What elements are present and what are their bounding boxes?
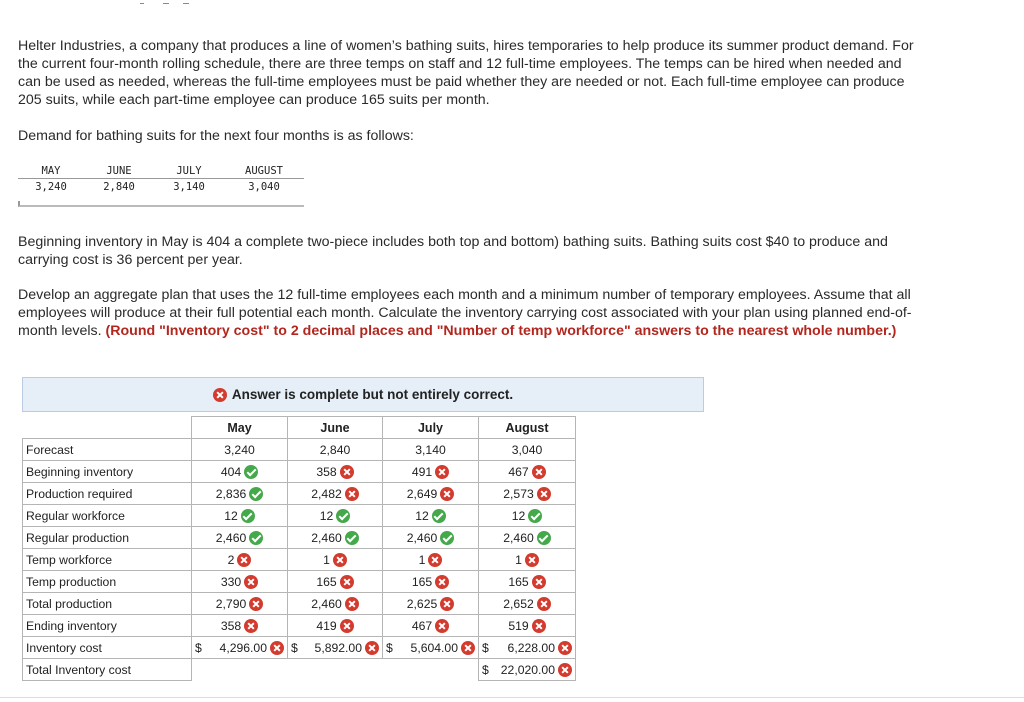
total-inventory-cost-input[interactable]: [479, 663, 575, 677]
answer-value: 330: [220, 574, 242, 589]
correct-check-icon: [244, 465, 258, 479]
correct-check-icon: [528, 509, 542, 523]
incorrect-x-icon: [244, 575, 258, 589]
answer-cell: [288, 461, 383, 483]
correct-check-icon: [241, 509, 255, 523]
row-label: Production required: [23, 483, 192, 505]
top-partial-line: [0, 0, 1024, 10]
incorrect-x-icon: [440, 597, 454, 611]
demand-header-row: [18, 164, 304, 179]
answer-cell: [192, 461, 288, 483]
answer-input[interactable]: [412, 465, 449, 479]
answer-cell: [383, 461, 479, 483]
row-label: Forecast: [23, 439, 192, 461]
answer-value: 165: [316, 574, 337, 589]
inventory-cost-cell: [192, 637, 288, 659]
answer-cell: [192, 593, 288, 615]
demand-header: AUGUST: [224, 165, 304, 177]
answer-input[interactable]: [311, 487, 359, 501]
inventory-cost-amount: [220, 641, 284, 655]
forecast-value: 3,240: [192, 439, 288, 461]
correct-check-icon: [249, 487, 263, 501]
table-row: [23, 505, 576, 527]
inventory-cost-input[interactable]: [192, 641, 287, 655]
answer-input[interactable]: [508, 575, 545, 589]
answer-value: 2,625: [406, 596, 438, 611]
table-row: [23, 637, 576, 659]
answer-input[interactable]: [320, 509, 351, 523]
row-label: Beginning inventory: [23, 461, 192, 483]
answer-value: 2,460: [215, 530, 247, 545]
answer-cell: [383, 505, 479, 527]
answer-value: 12: [511, 508, 526, 523]
answer-value: 467: [411, 618, 433, 633]
answer-input[interactable]: [415, 509, 446, 523]
answer-cell: [383, 593, 479, 615]
answer-table: [22, 416, 576, 681]
answer-value: 519: [508, 618, 529, 633]
row-label: Total Inventory cost: [23, 659, 192, 681]
month-header: August: [479, 417, 576, 439]
incorrect-x-icon: [435, 619, 449, 633]
answer-input[interactable]: [216, 487, 264, 501]
answer-cell: [479, 505, 576, 527]
month-header: June: [288, 417, 383, 439]
answer-input[interactable]: [323, 553, 347, 567]
answer-input[interactable]: [216, 531, 264, 545]
incorrect-x-icon: [532, 465, 546, 479]
answer-input[interactable]: [512, 509, 543, 523]
answer-cell: [479, 593, 576, 615]
month-header: May: [192, 417, 288, 439]
table-row: [23, 615, 576, 637]
answer-input[interactable]: [508, 619, 545, 633]
demand-header: JUNE: [84, 165, 154, 177]
result-banner: [22, 377, 704, 412]
answer-input[interactable]: [224, 509, 255, 523]
correct-check-icon: [440, 531, 454, 545]
incorrect-x-icon: [340, 619, 354, 633]
table-row: [23, 571, 576, 593]
answer-input[interactable]: [503, 531, 551, 545]
inventory-cost-input[interactable]: [479, 641, 575, 655]
inventory-cost-cell: [479, 637, 576, 659]
currency-symbol: $: [482, 640, 489, 655]
incorrect-x-icon: [244, 619, 258, 633]
answer-input[interactable]: [419, 553, 443, 567]
incorrect-x-icon: [537, 597, 551, 611]
answer-cell: [288, 527, 383, 549]
answer-value: 358: [220, 618, 242, 633]
answer-cell: [479, 571, 576, 593]
row-label: Regular workforce: [23, 505, 192, 527]
answer-input[interactable]: [407, 531, 455, 545]
corner-cell: [23, 417, 192, 439]
incorrect-x-icon: [333, 553, 347, 567]
answer-input[interactable]: [316, 619, 353, 633]
month-header: July: [383, 417, 479, 439]
answer-value: 12: [319, 508, 334, 523]
incorrect-x-icon: [345, 487, 359, 501]
answer-value: 165: [411, 574, 433, 589]
answer-cell: [192, 527, 288, 549]
inventory-cost-cell: [383, 637, 479, 659]
answer-value: 2,836: [215, 486, 247, 501]
inventory-cost-amount: [411, 641, 475, 655]
answer-cell: [192, 483, 288, 505]
inventory-cost-cell: [288, 637, 383, 659]
answer-cell: [479, 527, 576, 549]
answer-cell: [192, 615, 288, 637]
empty-span: [192, 659, 479, 681]
forecast-value: 3,140: [383, 439, 479, 461]
correct-check-icon: [336, 509, 350, 523]
incorrect-x-icon: [340, 575, 354, 589]
answer-cell: [383, 527, 479, 549]
answer-value: 1: [323, 552, 330, 567]
answer-value: 4,296.00: [219, 640, 267, 655]
answer-cell: [288, 593, 383, 615]
inventory-info: Beginning inventory in May is 404 a complete two-piece includes both top and bottom) bathing suits. Bathing suits cost $40 to produce and carrying cost is 36 percent per year.: [18, 234, 888, 268]
bottom-divider: [0, 697, 1024, 698]
month-header-row: [23, 417, 576, 439]
task-text: Develop an aggregate plan that uses the 12 full-time employees each month and a minimum number of temporary employees. Assume that all employees will produce at their full potential each month. Calculate the inventory carrying cost associated with your plan using planned end-of-month levels.: [18, 287, 912, 339]
incorrect-x-icon: [428, 553, 442, 567]
answer-value: 22,020.00: [500, 662, 555, 677]
answer-value: 419: [316, 618, 337, 633]
rounding-note: (Round "Inventory cost" to 2 decimal places and "Number of temp workforce" answers to the nearest whole number.): [105, 323, 897, 339]
inventory-cost-amount: [508, 641, 572, 655]
table-row: [23, 461, 576, 483]
answer-input[interactable]: [407, 597, 455, 611]
answer-input[interactable]: [503, 487, 551, 501]
table-row: [23, 549, 576, 571]
answer-input[interactable]: [221, 575, 258, 589]
answer-value: 2,460: [311, 596, 342, 611]
forecast-value: 2,840: [288, 439, 383, 461]
incorrect-x-icon: [435, 465, 449, 479]
table-row: [23, 483, 576, 505]
answer-cell: [479, 615, 576, 637]
incorrect-x-icon: [345, 597, 359, 611]
answer-value: 2,482: [311, 486, 342, 501]
answer-value: 2,460: [406, 530, 438, 545]
incorrect-x-icon: [365, 641, 379, 655]
total-inventory-cost-cell: [479, 659, 576, 681]
answer-cell: [479, 483, 576, 505]
answer-cell: [288, 615, 383, 637]
demand-header: JULY: [154, 165, 224, 177]
table-row: [23, 659, 576, 681]
answer-cell: [383, 615, 479, 637]
incorrect-x-icon: [435, 575, 449, 589]
table-row: [23, 527, 576, 549]
incorrect-x-icon: [249, 597, 263, 611]
table-row: [23, 593, 576, 615]
answer-cell: [288, 505, 383, 527]
incorrect-x-icon: [237, 553, 251, 567]
correct-check-icon: [249, 531, 263, 545]
answer-input[interactable]: [316, 575, 353, 589]
answer-value: 1: [515, 552, 522, 567]
correct-check-icon: [537, 531, 551, 545]
incorrect-x-icon: [340, 465, 354, 479]
answer-value: 12: [415, 508, 429, 523]
inventory-cost-input[interactable]: [288, 641, 382, 655]
row-label: Temp workforce: [23, 549, 192, 571]
incorrect-x-icon: [525, 553, 539, 567]
answer-value: 165: [508, 574, 529, 589]
answer-cell: [383, 571, 479, 593]
answer-value: 5,604.00: [410, 640, 458, 655]
row-label: Total production: [23, 593, 192, 615]
demand-value: 3,240: [35, 180, 67, 193]
answer-cell: [383, 483, 479, 505]
row-label: Temp production: [23, 571, 192, 593]
answer-value: 12: [224, 508, 238, 523]
correct-check-icon: [345, 531, 359, 545]
answer-input[interactable]: [508, 465, 545, 479]
incorrect-x-icon: [440, 487, 454, 501]
answer-value: 2,573: [503, 486, 534, 501]
demand-header: MAY: [18, 165, 84, 177]
incorrect-x-icon: [461, 641, 475, 655]
incorrect-x-icon: [532, 575, 546, 589]
forecast-value: 3,040: [479, 439, 576, 461]
answer-input[interactable]: [515, 553, 539, 567]
currency-symbol: $: [482, 662, 489, 677]
answer-value: 358: [316, 464, 337, 479]
answer-value: 467: [508, 464, 529, 479]
incorrect-x-icon: [532, 619, 546, 633]
answer-value: 6,228.00: [507, 640, 555, 655]
answer-value: 2: [227, 552, 235, 567]
answer-cell: [479, 549, 576, 571]
answer-input[interactable]: [221, 619, 258, 633]
demand-table: [18, 164, 304, 194]
answer-value: 404: [220, 464, 242, 479]
answer-input[interactable]: [221, 465, 258, 479]
demand-intro: Demand for bathing suits for the next four months is as follows:: [18, 128, 414, 144]
answer-value: 2,652: [503, 596, 534, 611]
answer-input[interactable]: [311, 597, 359, 611]
incorrect-x-icon: [537, 487, 551, 501]
demand-value: 2,840: [103, 180, 135, 193]
answer-value: 5,892.00: [314, 640, 362, 655]
incorrect-x-icon: [558, 663, 572, 677]
correct-check-icon: [432, 509, 446, 523]
task-instructions: [18, 286, 918, 340]
answer-value: 2,790: [215, 596, 247, 611]
demand-value-row: [18, 179, 304, 194]
problem-intro: Helter Industries, a company that produces a line of women’s bathing suits, hires temporaries to help produce its summer product demand. For the current four-month rolling schedule, there are three temps on staff and 12 full-time employees. The temps can be hired when needed and can be used as needed, whereas the full-time employees must be paid whether they are needed or not. Each full-time employee can produce 205 suits, while each part-time employee can produce 165 suits per month.: [18, 38, 914, 108]
answer-cell: [288, 483, 383, 505]
demand-value: 3,040: [248, 180, 280, 193]
answer-cell: [383, 549, 479, 571]
incorrect-icon: [213, 388, 227, 402]
result-banner-text: Answer is complete but not entirely correct.: [231, 387, 514, 402]
answer-cell: [192, 549, 288, 571]
demand-table-scrollbar[interactable]: [18, 201, 304, 207]
answer-value: 1: [418, 552, 426, 567]
answer-value: 2,460: [311, 530, 342, 545]
answer-cell: [288, 571, 383, 593]
total-inventory-cost-amount: [501, 663, 572, 677]
answer-input[interactable]: [412, 619, 449, 633]
currency-symbol: $: [195, 640, 202, 655]
answer-input[interactable]: [407, 487, 455, 501]
currency-symbol: $: [386, 640, 393, 655]
row-label: Regular production: [23, 527, 192, 549]
demand-value: 3,140: [173, 180, 205, 193]
incorrect-x-icon: [558, 641, 572, 655]
answer-value: 2,460: [503, 530, 534, 545]
answer-cell: [192, 571, 288, 593]
answer-input[interactable]: [311, 531, 359, 545]
answer-value: 491: [411, 464, 433, 479]
answer-cell: [479, 461, 576, 483]
inventory-cost-amount: [315, 641, 379, 655]
answer-input[interactable]: [216, 597, 264, 611]
answer-input[interactable]: [503, 597, 551, 611]
answer-input[interactable]: [228, 553, 252, 567]
inventory-cost-input[interactable]: [383, 641, 478, 655]
currency-symbol: $: [291, 640, 298, 655]
row-label: Ending inventory: [23, 615, 192, 637]
incorrect-x-icon: [270, 641, 284, 655]
answer-input[interactable]: [412, 575, 449, 589]
table-row: [23, 439, 576, 461]
row-label: Inventory cost: [23, 637, 192, 659]
answer-value: 2,649: [406, 486, 438, 501]
answer-cell: [288, 549, 383, 571]
answer-input[interactable]: [316, 465, 353, 479]
answer-cell: [192, 505, 288, 527]
